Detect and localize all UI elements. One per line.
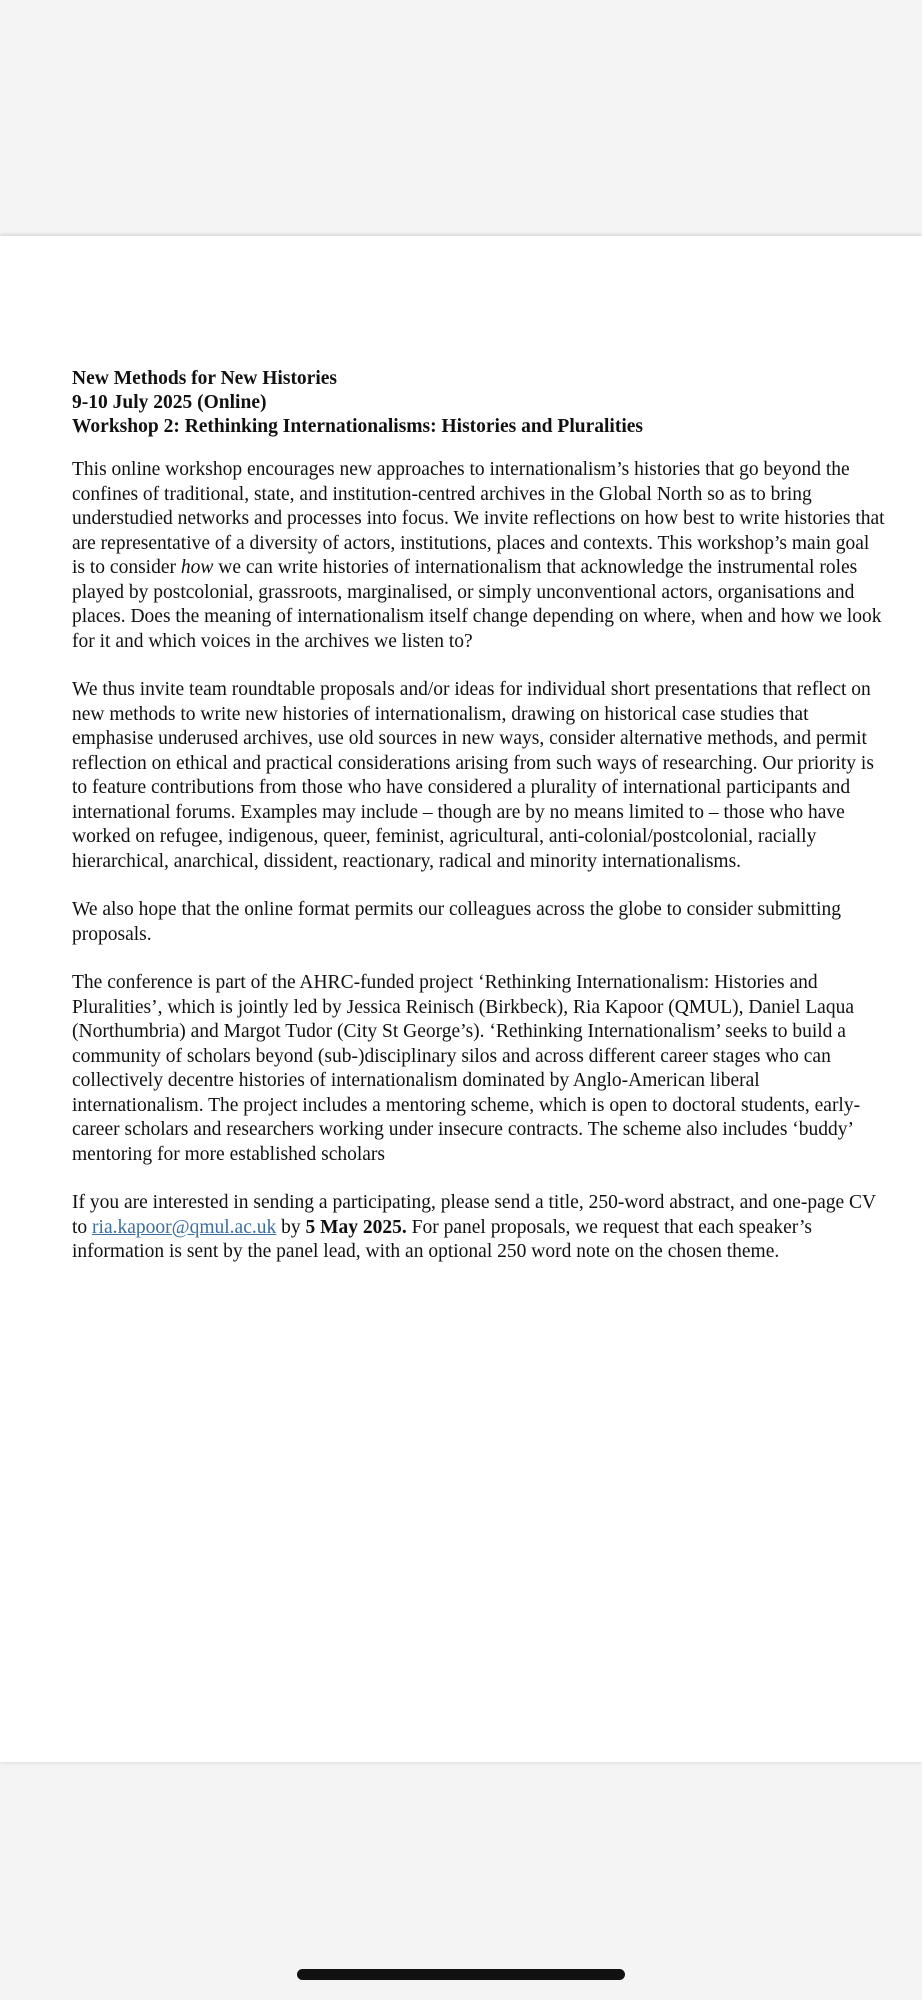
document-header	[72, 367, 887, 439]
emphasis-how: how	[180, 557, 214, 578]
paragraph-project: The conference is part of the AHRC-funded project ‘Rethinking Internationalism: Histories and Pluralities’, which is jointly led by Jessica Reinisch (Birkbeck), Ria Kapoor (QMUL), Daniel Laqua (Northumbria) and Margot Tudor (City St George’s). ‘Rethinking Internationalism’ seeks to build a community of scholars beyond (sub-)disciplinary silos and across different career stages who can collectively decentre histories of internationalism dominated by Anglo-American liberal internationalism. The project includes a mentoring scheme, which is open to doctoral students, early-career scholars and researchers working under insecure contracts. The scheme also includes ‘buddy’ mentoring for more established scholars	[72, 972, 861, 1165]
home-indicator[interactable]	[297, 1969, 625, 1980]
paragraph-intro-text-2: we can write histories of internationalism that acknowledge the instrumental roles played by postcolonial, grassroots, marginalised, or simply unconventional actors, organisations and places. Does the meaning of internationalism itself change depending on where, when and how we look for it and which voices in the archives we listen to?	[72, 557, 882, 652]
email-link[interactable]: ria.kapoor@qmul.ac.uk	[92, 1216, 277, 1238]
document-title: New Methods for New Histories	[72, 368, 338, 389]
deadline-date: 5 May 2025.	[305, 1216, 407, 1238]
workshop-title: Workshop 2: Rethinking Internationalisms: Histories and Pluralities	[72, 416, 643, 437]
paragraph-submission-text-3: For panel proposals, we request that each speaker’s information is sent by the panel lead, with an optional 250 word note on the chosen theme.	[72, 1216, 812, 1262]
event-dates: 9-10 July 2025 (Online)	[72, 392, 267, 413]
paragraph-online-format: We also hope that the online format permits our colleagues across the globe to consider submitting proposals.	[72, 899, 842, 945]
paragraph-intro	[72, 458, 887, 654]
paragraph-intro-text-1: This online workshop encourages new approaches to internationalism’s histories that go beyond the confines of traditional, state, and institution-centred archives in the Global North so as to bring understudied networks and processes into focus. We invite reflections on how best to write histories that are representative of a diversity of actors, institutions, places and contexts. This workshop’s main goal is to consider	[72, 459, 885, 578]
document-content	[72, 367, 887, 1289]
paragraph-submission-text-2: by	[276, 1216, 306, 1238]
paragraph-invitation: We thus invite team roundtable proposals and/or ideas for individual short presentations that reflect on new methods to write new histories of internationalism, drawing on historical case studies that emphasise underused archives, use old sources in new ways, consider alternative methods, and permit reflection on ethical and practical considerations arising from such ways of researching. Our priority is to feature contributions from those who have considered a plurality of international participants and international forums. Examples may include – though are by no means limited to – those who have worked on refugee, indigenous, queer, feminist, agricultural, anti-colonial/postcolonial, racially hierarchical, anarchical, dissident, reactionary, radical and minority internationalisms.	[72, 679, 874, 872]
paragraph-submission	[72, 1191, 887, 1265]
paragraph-submission-text-1: If you are interested in sending a participating, please send a title, 250-word abstract, and one-page CV to	[72, 1192, 876, 1238]
